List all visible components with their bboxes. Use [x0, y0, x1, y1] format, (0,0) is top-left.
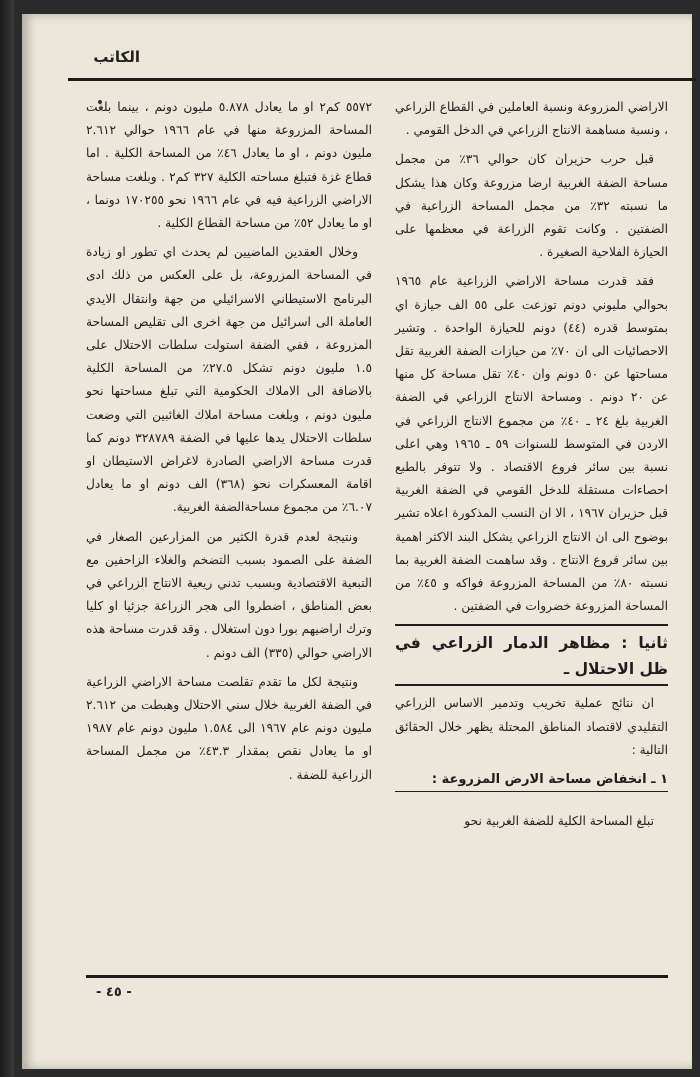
header-rule: [68, 78, 696, 81]
left-column: [86, 96, 372, 793]
running-header: الكاتب: [93, 48, 140, 66]
section-heading: ثانيا : مظاهر الدمار الزراعي في ظل الاحتلال ـ: [395, 624, 668, 686]
paragraph: ونتيجة لعدم قدرة الكثير من المزارعين الصغار في الضفة على الصمود بسبب التضخم والغلاء الزاحفين مع التبعية الاقتصادية وبسبب تدني ريعية الانتاج الزراعي في بعض المناطق ، اضطروا الى هجر الزراعة جزئيا او كليا وترك اراضيهم بورا دون استغلال . وقد قدرت مساحة هذه الاراضي حوالي (٣٣٥) الف دونم .: [86, 529, 372, 660]
subheading: ١ ـ انخفاض مساحة الارض المزروعة :: [395, 768, 668, 792]
paragraph: ٥٥٧٢ كم٢ او ما يعادل ٥.٨٧٨ مليون دونم ، بينما بلغت المساحة المزروعة منها في عام ١٩٦٦ حوالي ٢.٦١٢ مليون دونم ، او ما يعادل ٤٦٪ من المساحة الكلية . اما قطاع غزة فتبلغ مساحته الكلية ٣٢٧ كم٢ . وبلغت مساحة الاراضي الزراعية فيه في عام ١٩٦٦ نحو ١٧٠٢٥٥ دونما ، او ما يعادل ٥٢٪ من مساحة القطاع الكلية .: [86, 100, 373, 231]
paragraph: قبل حرب حزيران كان حوالي ٣٦٪ من مجمل مساحة الضفة الغربية ارضا مزروعة وكان هذا يشكل ما نسبته ٣٢٪ من مجمل المساحة الزراعية في الضفتين . وكانت تقوم الزراعة في معظمها على الحيازة الفلاحية الصغيرة .: [395, 152, 668, 260]
page-number: - ٤٥ -: [96, 985, 132, 1000]
paragraph: فقد قدرت مساحة الاراضي الزراعية عام ١٩٦٥ بحوالي مليوني دونم توزعت على ٥٥ الف حيازة اي بمتوسط قدره (٤٤) دونم للحيازة الواحدة . وتشير الاحصائيات الى ان ٧٠٪ من حيازات الضفة الغربية تقل مساحتها عن ٥٠ دونم وان ٤٠٪ تقل مساحة كل منها عن ٢٠ دونم . ومساحة الانتاج الزراعي في الضفة الغربية بلغ ٢٤ ـ ٤٠٪ من مجموع الانتاج الزراعي في الاردن في المتوسط للسنوات ٥٩ ـ ١٩٦٥ وهي اعلى نسبة بين سائر فروع الاقتصاد . ولا تتوفر بالطبع احصاءات مستقلة للدخل القومي في الضفة الغربية قبل حزيران ١٩٦٧ ، الا ان النسب المذكورة اعلاه تشير بوضوح الى ان الانتاج الزراعي يشكل البند الاكثر اهمية بين سائر فروع الانتاج . وقد ساهمت الضفة الغربية بما نسبته ٨٠٪ من المساحة المزروعة فواكه و ٤٥٪ من المساحة المزروعة خضروات في الضفتين .: [395, 274, 669, 614]
right-column: [395, 96, 668, 839]
paragraph: ونتيجة لكل ما تقدم تقلصت مساحة الاراضي الزراعية في الضفة الغربية خلال سني الاحتلال وهبطت من ٢.٦١٢ مليون دونم عام ١٩٦٧ الى ١.٥٨٤ مليون دونم عام ١٩٨٧ او ما يعادل نقص بمقدار ٤٣.٣٪ من مجمل المساحة الزراعية للضفة .: [86, 674, 372, 782]
paragraph: تبلغ المساحة الكلية للضفة الغربية نحو: [464, 814, 654, 829]
paragraph: وخلال العقدين الماضيين لم يحدث اي تطور او زيادة في المساحة المزروعة، بل على العكس من ذلك ادى البرنامج الاستيطاني الاسرائيلي من جهة وانتقال الايدي العاملة الى اسرائيل من جهة اخرى الى تقليص المساحة المزروعة ، ففي الضفة استولت سلطات الاحتلال على ١.٥ مليون دونم تشكل ٢٧.٥٪ من المساحة الكلية بالاضافة الى الاملاك الحكومية التي تبلغ مساحتها نحو مليون دونم ، وبلغت مساحة املاك الغائبين التي وضعت سلطات الاحتلال يدها عليها في الضفة ٣٢٨٧٨٩ دونم كما قدرت مساحة الاراضي الصادرة لاغراض الاستيطان او اقامة المعسكرات نحو (٣٦٨) الف دونم او ما يعادل ٦.٠٧٪ من مجموع مساحةالضفة الغربية.: [86, 245, 373, 515]
paragraph: الاراضي المزروعة ونسبة العاملين في القطاع الزراعي ، ونسبة مساهمة الانتاج الزراعي في الدخل القومي .: [395, 100, 668, 138]
paragraph: ان نتائج عملية تخريب وتدمير الاساس الزراعي التقليدي لاقتصاد المناطق المحتلة يظهر خلال الحقائق التالية :: [395, 696, 668, 757]
footer-rule: [86, 975, 668, 978]
book-binding: [0, 0, 14, 1077]
